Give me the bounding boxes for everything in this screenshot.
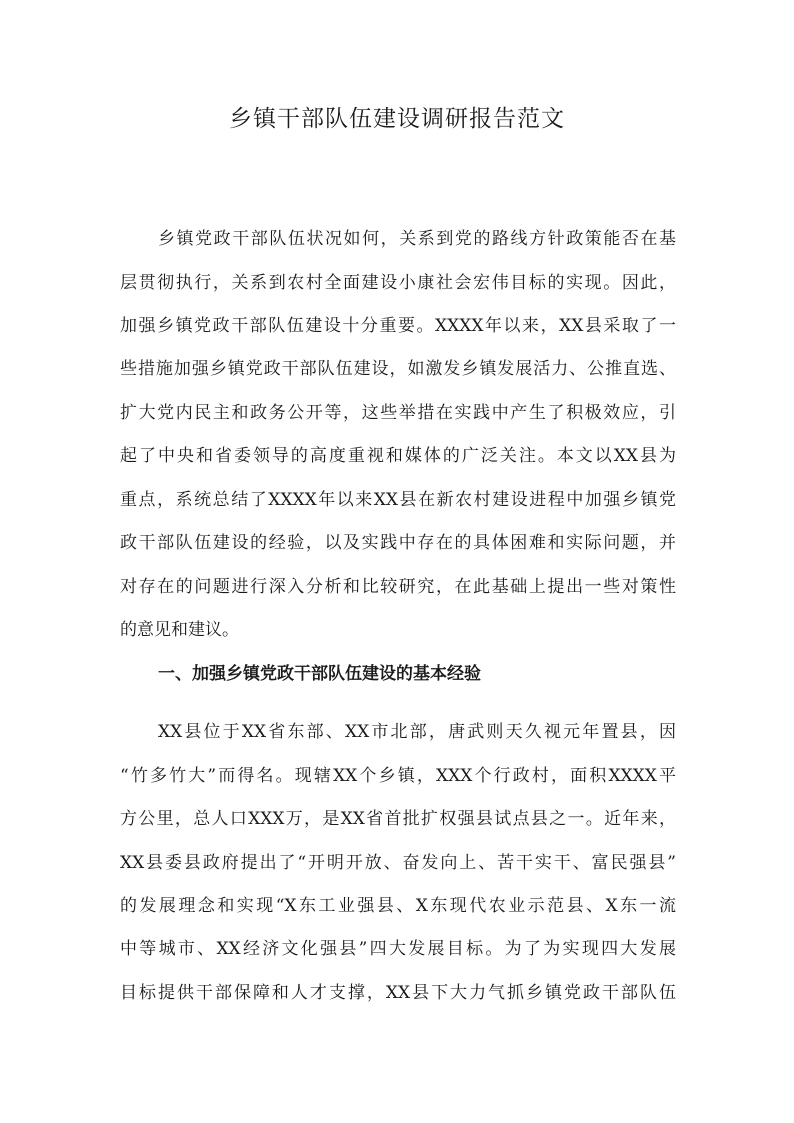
intro-line: 对存在的问题进行深入分析和比较研究，在此基础上提出一些对策性 — [120, 577, 676, 597]
intro-line: 起了中央和省委领导的高度重视和媒体的广泛关注。本文以XX县为 — [120, 446, 676, 466]
intro-line: 层贯彻执行，关系到农村全面建设小康社会宏伟目标的实现。因此， — [120, 273, 676, 293]
section-line: 方公里，总人口XXX万，是XX省首批扩权强县试点县之一。近年来， — [120, 809, 676, 829]
intro-line: 加强乡镇党政干部队伍建设十分重要。XXXX年以来，XX县采取了一 — [120, 316, 676, 336]
section-line: “竹多竹大”而得名。现辖XX个乡镇，XXX个行政村，面积XXXX平 — [120, 766, 676, 786]
intro-line: 重点，系统总结了XXXX年以来XX县在新农村建设进程中加强乡镇党 — [120, 490, 676, 510]
intro-line: 政干部队伍建设的经验，以及实践中存在的具体困难和实际问题，并 — [120, 533, 676, 553]
intro-line: 乡镇党政干部队伍状况如何，关系到党的路线方针政策能否在基 — [158, 229, 676, 249]
intro-line: 的意见和建议。 — [120, 620, 239, 640]
section-line: XX县委县政府提出了“开明开放、奋发向上、苦干实干、富民强县” — [120, 853, 676, 873]
section-line: 目标提供干部保障和人才支撑，XX县下大力气抓乡镇党政干部队伍 — [120, 983, 676, 1003]
section-line: XX县位于XX省东部、XX市北部，唐武则天久视元年置县，因 — [158, 722, 676, 742]
document-title: 乡镇干部队伍建设调研报告范文 — [229, 106, 565, 132]
section-heading: 一、加强乡镇党政干部队伍建设的基本经验 — [158, 664, 481, 684]
intro-line: 些措施加强乡镇党政干部队伍建设，如激发乡镇发展活力、公推直选、 — [120, 359, 676, 379]
intro-line: 扩大党内民主和政务公开等，这些举措在实践中产生了积极效应，引 — [120, 403, 676, 423]
section-line: 的发展理念和实现“X东工业强县、X东现代农业示范县、X东一流 — [120, 896, 676, 916]
section-line: 中等城市、XX经济文化强县”四大发展目标。为了为实现四大发展 — [120, 939, 676, 959]
